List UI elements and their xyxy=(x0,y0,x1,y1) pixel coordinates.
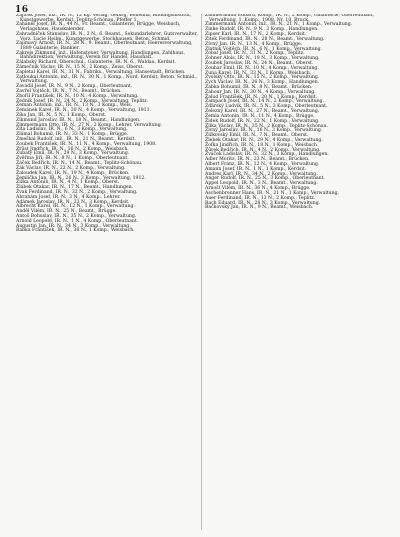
directory-entry: Babka František, IR. N., 36 N., 1 Komp., Weisbach. xyxy=(16,228,135,234)
directory-entry: Žaloudek Karel, IR. N., 19 N., 4 Komp., Brücken. xyxy=(16,170,130,176)
directory-entry: Augustin Jan, IR. N., 34 N., 3 Komp., Verwaltung. xyxy=(16,223,131,229)
directory-entry: Zmeškal Rudolf, inž., IR. N., 21 N., Beamt., Kerdsit. xyxy=(16,137,136,142)
directory-entry: Zrůst Jindřich, IR. N., 16 N., 2 Komp., Weisbach. xyxy=(16,146,129,152)
directory-entry: Zitek Ferdinand, IR. N., 28 N., Beamt., Verwaltung. xyxy=(205,36,325,42)
directory-entry: Zvolský Otto, IR. N., 15 N., 2 Komp., Verwaltung. xyxy=(205,75,320,81)
directory-entry: Žvak Ferdinand, IR. N., 32 N., 2 Komp., Verwaltung. xyxy=(16,189,138,195)
directory-entry: Anger Rudolf, IR. N., 25 N., 3 Komp., Oberleutnant. xyxy=(205,176,326,182)
right-column xyxy=(205,14,388,530)
directory-entry: Zobal Josef, IR. N., 31 N., 2 Komp., Teplitz. xyxy=(205,51,305,57)
directory-entry: Zohner Alois, IR. N., 19 N., 3 Komp., Verwaltung. xyxy=(205,56,320,62)
directory-entry: Zouhar Emil, IR. N., 10 N., 4 Komp., Verwaltung. xyxy=(205,65,319,71)
directory-entry: Zinke Rudolf, IR. N., 9 N., 3 Komp., Handlungen. xyxy=(205,27,319,33)
directory-entry: Žižkovský Emil, IR. N., 7 N., Beamt., Oberst. xyxy=(205,133,309,139)
directory-entry: Žďárský Ludvík, IR. N., 5 N., 3 Komp., Oberleutnant. xyxy=(205,104,328,110)
directory-entry: Bach Eduard, IR. N., 28 N., 3 Komp., Verwaltung. xyxy=(205,200,321,206)
directory-entry: Zoubek František, IR. N., 11 N., 4 Komp., Verwaltung, 1908. xyxy=(16,141,157,147)
directory-entry: Zajíček Josef, inž., IR. N., 12 Kg. Verlag, Gebirg, Bohemia, Bildungsinstitut, Kunstgewerbe. Kerdsit, Teplitz-Schönau, Pfeffer 1. xyxy=(16,14,192,23)
directory-entry: Zlámal Bohumil, IR. N., 33 N., 1 Komp., Brügge. xyxy=(16,132,129,138)
directory-entry: Zaháněl Josef, IR. N., 44 N., Fr. Beamt., Galanterie, Brügge, Weisbach, Verlagshaus, Hauskalender. xyxy=(16,22,181,33)
directory-entry: Železný Karel, IR. N., 27 N., Beamt., Verwaltung. xyxy=(205,109,320,115)
directory-entry: Adámek Jaroslav, IR. N., 23 N., 3 Komp., Kerdsit. xyxy=(16,199,130,205)
directory-entry: Zimmermann Otto, IR. N., 27 N., 2 Komp., Lehrer, Verwaltung. xyxy=(16,122,163,128)
directory-entry: Antoš Bohuslav, IR. N., 35 N., 2 Komp., Verwaltung. xyxy=(16,214,137,219)
directory-entry: Žáček Bedřich, IR. N., 14 N., Beamt., Teplitz-Schönau. xyxy=(16,161,143,167)
directory-entry: Abrahám Josef, IR. N., 3 N., 4 Komp., Lehrer. xyxy=(16,194,121,200)
directory-entry: Zvěřina Jiří, IR. N., 8 N., 1 Komp., Oberleutnant. xyxy=(16,156,129,162)
directory-entry: Zajímavý Arnošt, IR. N., 28 N., 9. Beamt., Oberleutnant, Heeresverwaltung, 1889 Galanterie, Bankier. xyxy=(16,41,193,51)
page-number: 16 xyxy=(15,5,29,15)
directory-entry: Zbořil František, IR. N., 10 N., 4 Komp., Verwaltung. xyxy=(16,93,139,99)
directory-entry: Arnošt Vilém, IR. N., 36 N., 4 Komp., Brügge. xyxy=(205,186,311,192)
directory-entry: Andres Karl, IR. N., 34 N., 2 Komp., Verwaltung. xyxy=(205,171,318,177)
directory-entry: Žofka Jindřich, IR. N., 18 N., 1 Komp., Weisbach. xyxy=(205,142,319,148)
directory-entry: Zimmermann Antonín, inž., IR. N., 21 N., 1 Komp., Verwaltung. xyxy=(205,22,353,28)
directory-entry: Zapletal Karel, IR. N., 31 N., Fabriks., Verwaltung, Hansestadt, Brücken. xyxy=(16,69,186,75)
directory-entry: Albrecht Karel, IR. N., 12 N., 1 Komp., Verwaltung. xyxy=(16,204,135,210)
column-divider xyxy=(201,14,202,530)
directory-entry: Žabka Bohumil, IR. N., 8 N., Beamt., Brücken. xyxy=(205,85,313,90)
directory-entry: Zíta Ladislav, IR. N., 6 N., 3 Komp., Verwaltung. xyxy=(16,127,128,133)
directory-entry: Žampach Josef, IR. N., 14 N., 2 Komp., Verwaltung. xyxy=(205,99,325,105)
directory-entry: Aschenbrenner Hans, IR. N., 21 N., 1 Komp., Verwaltung. xyxy=(205,190,339,196)
directory-entry: Zlatník Vojtěch, IR. N., 6 N., 1 Komp., Verwaltung. xyxy=(205,46,323,52)
directory-entry: Appel Leopold, IR. N., 3 N., Beamt., Verwaltung. xyxy=(205,181,318,187)
directory-entry: Auer Ferdinand, IR. N., 13 N., 2 Komp., Teplitz. xyxy=(205,195,316,201)
directory-entry: Zubatý Emil, IR. N., 29 N., 3 Komp., Verwaltung. xyxy=(16,151,130,157)
directory-entry: Zedník Josef, IR. N., 24 N., 2 Komp., Verwaltung, Teplitz. xyxy=(16,98,149,104)
directory-entry: Zívný Jan, IR. N., 13 N., 4 Komp., Brügge. xyxy=(205,41,303,47)
directory-entry: Židek Rudolf, IR. N., 22 N., 1 Komp., Verwaltung. xyxy=(205,118,320,124)
directory-entry: Žemlička Jan, IR. N., 26 N., 3 Komp., Verwaltung, 1912. xyxy=(16,175,146,181)
directory-entry: Zálabský Richard, Oberschul., Galanterie, IR. N. 6., Waldau, Kerdsit. xyxy=(16,60,176,66)
directory-entry: Zakrejs Zikmund, inž., Hafensteuer, Verwaltung, Handlungen, Zahlhaus, Bahndirektion, Verwaltung, Verein für Handel, Haushalt. xyxy=(16,50,185,61)
directory-entry: Adler Moritz, IR. N., 23 N., Beamt., Brücken. xyxy=(205,157,310,163)
directory-entry: Živný Jaroslav, IR. N., 16 N., 3 Komp., Verwaltung. xyxy=(205,128,323,134)
directory-entry: Zámečník Václav, IR. N., 15 N., 2 Komp., Zeiss, Oberst. xyxy=(16,65,144,70)
directory-entry: Zahradníček Stanislav, IR. N., 2 N., 6. Beamt., Sekundarlehrer, Gutsverwalter, Vorz. Lucie Heilm., Kunstgewerbe, Stockhausen, Beton. Schmid. xyxy=(16,31,198,42)
directory-entry: Zych Václav, IR. N., 26 N., 3 Komp., Handlungen. xyxy=(205,80,320,86)
directory-entry: Žilka Václav, IR. N., 35 N., 2 Komp., Teplitz-Schönau. xyxy=(205,123,329,129)
directory-entry: Žlábek Otakar, IR. N., 17 N., Beamt., Handlungen. xyxy=(16,185,134,191)
directory-entry: Anděl Vilém, IR. N., 25 N., Beamt., Brügge. xyxy=(16,209,117,215)
directory-entry: Zeman Antonín, inž., IR. N., 13 N., 3 Komp., Wels. xyxy=(16,103,133,109)
directory-entry: Zíka Jan, IR. N., 5 N., 1 Komp., Oberst. xyxy=(16,112,107,118)
left-column xyxy=(16,14,199,530)
directory-entry: Amann Josef, IR. N., 1 N., 1 Komp., Kerdsit. xyxy=(205,166,307,172)
directory-entry: Zemánek Karel, IR. N., 20 N., 4 Komp., Verwaltung, 1911. xyxy=(16,108,151,114)
directory-entry: Arnold Leopold, IR. N., 1 N., 4 Komp., Oberleutnant. xyxy=(16,218,139,224)
directory-entry: Žahour Jan, IR. N., 30 N., 4 Komp., Verwaltung. xyxy=(205,89,316,95)
directory-entry: Zikmund Jaroslav, IR. N., 18 N., Beamt., Handlungen. xyxy=(16,117,141,123)
directory-entry: Zavřel Vojtěch, IR. N., 7 N., Beamt., Brücken. xyxy=(16,88,122,94)
directory-entry: Zuna Karel, IR. N., 33 N., 1 Komp., Weisbach. xyxy=(205,70,312,76)
directory-entry: Bačkovský Jan, IR. N., 9 N., Beamt., Weisbach. xyxy=(205,205,314,211)
directory-entry: Žemla Antonín, IR. N., 11 N., 4 Komp., Brügge. xyxy=(205,113,315,119)
directory-entry: Zimmermann Eduard, Komp., IR. N., 2 Komp., Galanterie, Oberleutnant, Verwaltung, 1. Komp., 1908. Nr. 10, Bruck. xyxy=(205,14,375,23)
directory-entry: Zatloukal Antonín, inž., IR. N., 30 N., 1 Komp., Nord. Kerdsit, Beton. Schmid., Verwaltung. xyxy=(16,74,198,85)
directory-entry: Žalud František, IR. N., 20 N., 1 Komp., Kerdsit. xyxy=(205,94,318,100)
directory-entry: Zoubek Jaroslav, IR. N., 24 N., Beamt., Oberst. xyxy=(205,60,314,66)
directory-entry: Žák Václav, IR. N., 22 N., 2 Komp., Verwaltung. xyxy=(16,165,126,171)
directory-entry: Žlebek Otakar, IR. N., 29 N., 4 Komp., Verwaltung. xyxy=(205,137,323,143)
directory-entry: Žváček Ladislav, IR. N., 32 N., 3 Komp., Handlungen. xyxy=(205,152,329,158)
directory-entry: Žůrek Bedřich, IR. N., 4 N., 2 Komp., Verwaltung. xyxy=(205,147,321,153)
directory-entry: Zavadil Josef, IR. N., 9 N., 2 Komp., Oberleutnant. xyxy=(16,84,133,90)
directory-entry: Žižka Antonín, IR. N., 4 N., 1 Komp., Oberst. xyxy=(16,180,120,186)
directory-entry: Zipser Karl, IR. N., 17 N., 2 Komp., Kerdsit. xyxy=(205,32,307,38)
directory-entry: Albert Franz, IR. N., 12 N., 4 Komp., Verwaltung. xyxy=(205,162,320,167)
